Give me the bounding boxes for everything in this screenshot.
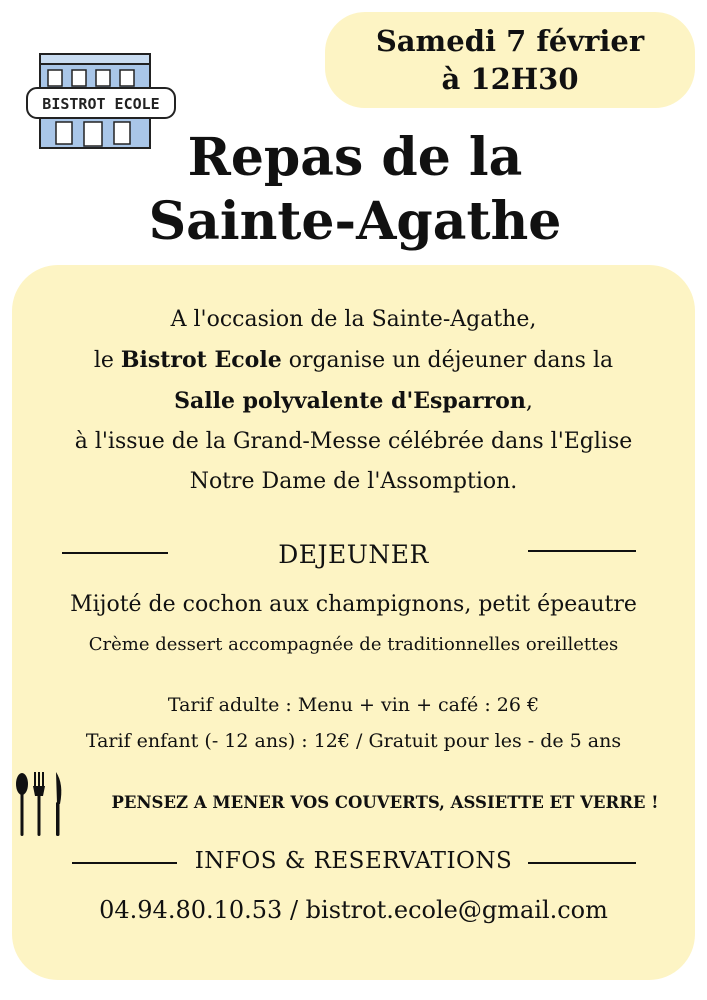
price-child: Tarif enfant (- 12 ans) : 12€ / Gratuit pour les - de 5 ans <box>85 730 622 752</box>
page-title <box>120 126 590 254</box>
title-line-2: Sainte-Agathe <box>148 191 562 252</box>
intro-text <box>0 300 707 502</box>
title-line-1: Repas de la <box>187 127 523 188</box>
venue-suffix: , <box>525 389 533 414</box>
intro-line-5: Notre Dame de l'Assomption. <box>189 469 518 494</box>
logo-text: BISTROT ECOLE <box>42 95 160 113</box>
intro-suffix: organise un déjeuner dans la <box>281 348 614 373</box>
event-date: Samedi 7 février <box>375 24 645 58</box>
divider-right-2 <box>528 862 636 864</box>
cutlery-icon <box>12 770 72 840</box>
bring-cutlery-reminder: PENSEZ A MENER VOS COUVERTS, ASSIETTE ET VERRE ! <box>111 793 659 812</box>
intro-line-3 <box>0 381 707 422</box>
intro-prefix: le <box>93 348 121 373</box>
price-adult: Tarif adulte : Menu + vin + café : 26 € <box>167 694 540 716</box>
date-badge <box>325 12 695 108</box>
event-time: à 12H30 <box>441 62 579 96</box>
contact-heading: INFOS & RESERVATIONS <box>194 848 513 874</box>
intro-line-4: à l'issue de la Grand-Messe célébrée dans l'Eglise <box>74 429 633 454</box>
contact-details: 04.94.80.10.53 / bistrot.ecole@gmail.com <box>99 896 608 924</box>
bistrot-name: Bistrot Ecole <box>120 347 282 373</box>
intro-line-1: A l'occasion de la Sainte-Agathe, <box>170 307 537 332</box>
venue-name: Salle polyvalente d'Esparron <box>174 388 526 414</box>
menu-heading: DEJEUNER <box>278 540 429 569</box>
dessert: Crème dessert accompagnée de traditionnelles oreillettes <box>88 634 619 655</box>
intro-line-2 <box>0 340 707 381</box>
divider-right <box>528 550 636 552</box>
main-course: Mijoté de cochon aux champignons, petit épeautre <box>70 592 637 617</box>
